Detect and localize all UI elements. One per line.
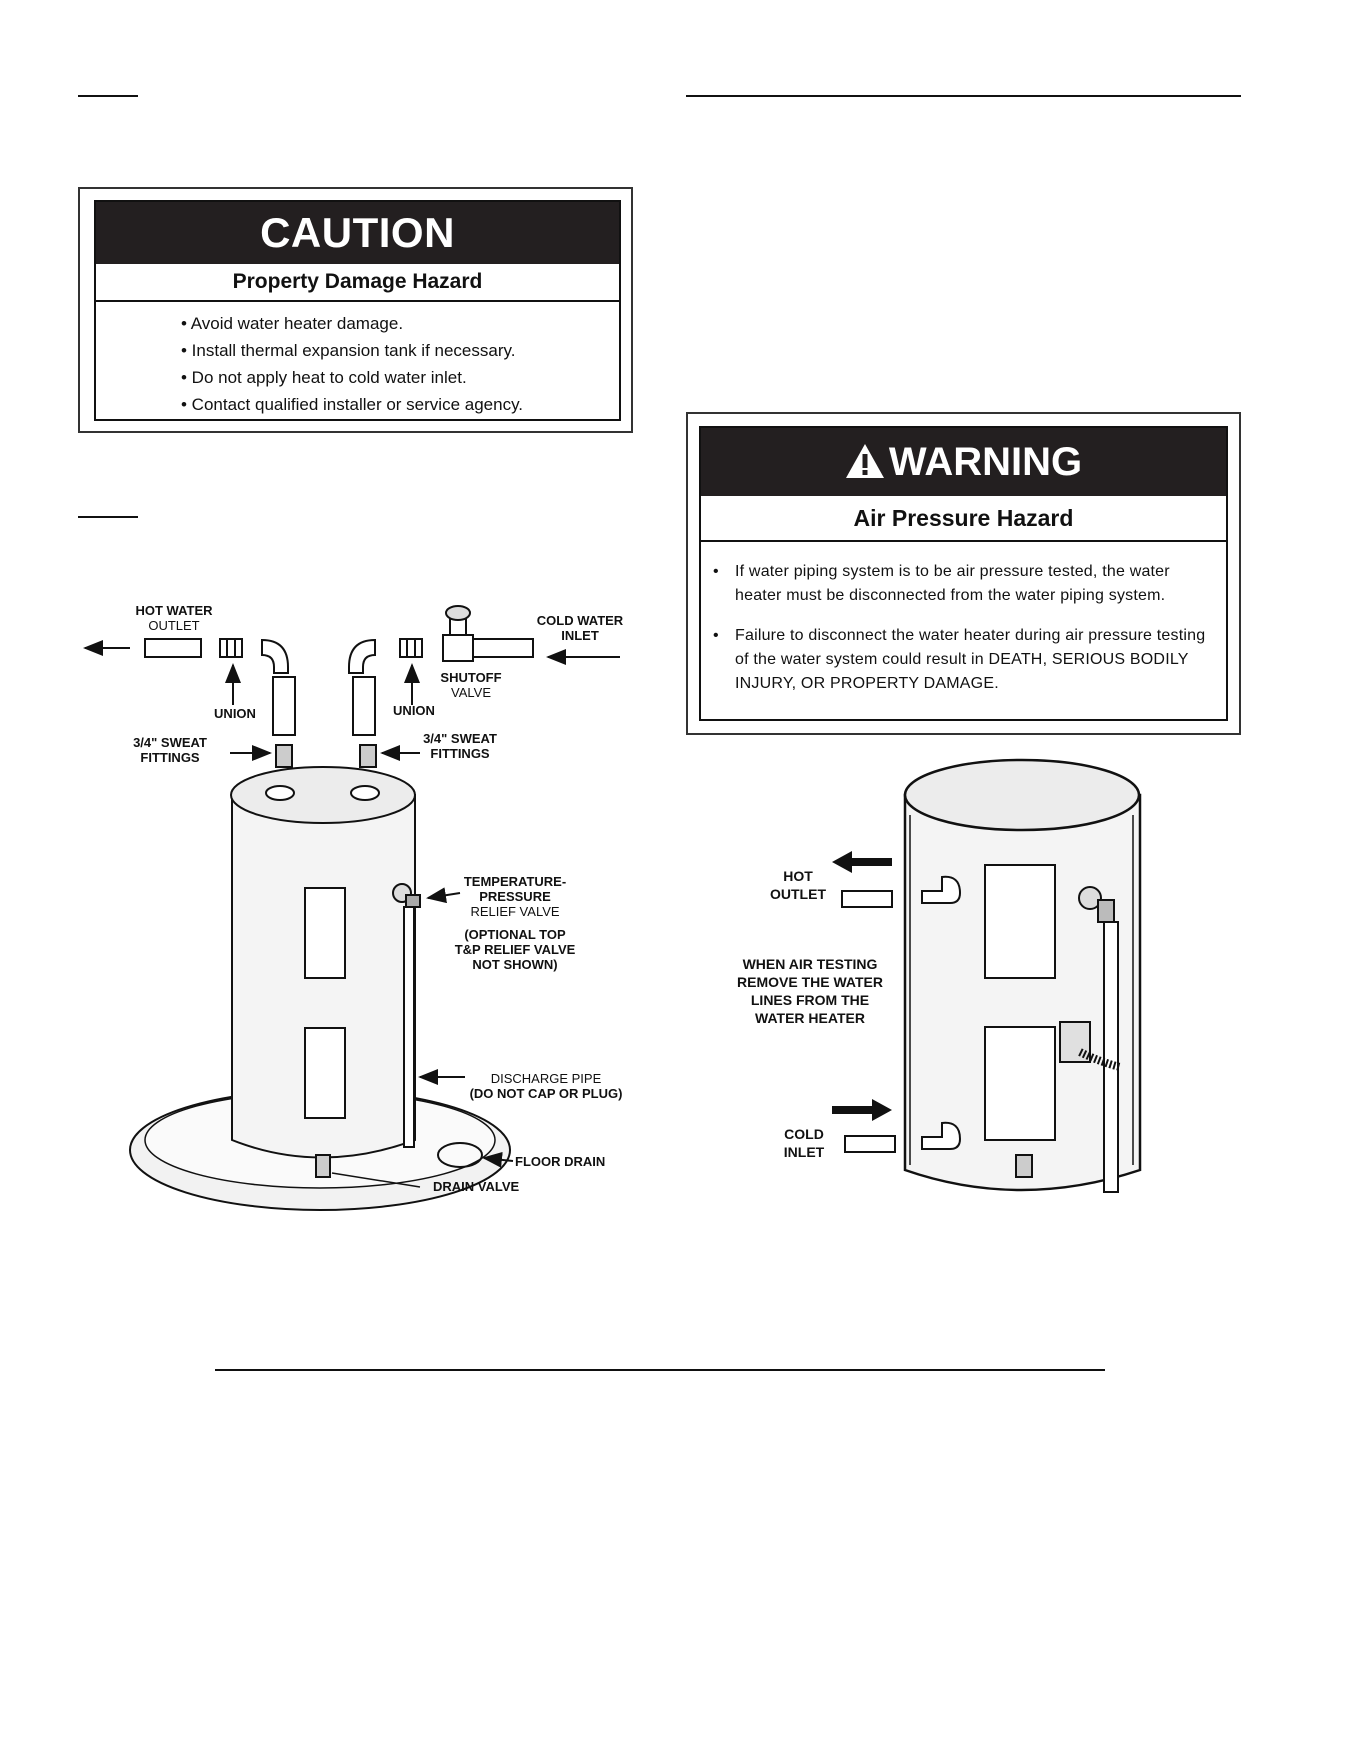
label-air-note-2: REMOVE THE WATER bbox=[737, 974, 883, 990]
sweat-fitting-left bbox=[276, 745, 292, 767]
label-air-note-1: WHEN AIR TESTING bbox=[742, 956, 878, 972]
caution-item: • Install thermal expansion tank if necessary. bbox=[181, 341, 516, 360]
warning-triangle-icon bbox=[845, 443, 885, 479]
caution-title: CAUTION bbox=[96, 202, 619, 264]
pipe-nipple-left bbox=[273, 677, 295, 735]
caution-item: • Contact qualified installer or service agency. bbox=[181, 395, 524, 414]
air-testing-diagram bbox=[720, 755, 1160, 1205]
air-test-drain-valve-icon bbox=[1016, 1155, 1032, 1177]
pipe-nipple-right bbox=[353, 677, 375, 735]
cold-inlet-arrow-icon bbox=[832, 1099, 892, 1121]
water-heater-tank bbox=[231, 767, 415, 1158]
junction-box bbox=[1060, 1022, 1090, 1062]
union-left-icon bbox=[220, 639, 242, 657]
label-union-left: UNION bbox=[214, 706, 256, 721]
label-discharge-pipe-1: DISCHARGE PIPE bbox=[490, 1071, 602, 1086]
label-cold-inlet-2: INLET bbox=[783, 1144, 825, 1160]
hot-outlet-arrow-icon bbox=[832, 851, 892, 873]
caution-subtitle: Property Damage Hazard bbox=[96, 264, 619, 302]
label-sweat-right-1: 3/4" SWEAT bbox=[423, 731, 497, 746]
cold-inlet-pipe-detached bbox=[845, 1136, 895, 1152]
sweat-fitting-right bbox=[360, 745, 376, 767]
caution-label-inner bbox=[94, 200, 621, 421]
label-hot-water-outlet-1: HOT WATER bbox=[135, 603, 213, 618]
label-cold-water-inlet-2: INLET bbox=[561, 628, 599, 643]
label-sweat-right-2: FITTINGS bbox=[430, 746, 490, 761]
label-air-note-4: WATER HEATER bbox=[755, 1010, 865, 1026]
label-cold-water-inlet-1: COLD WATER bbox=[536, 613, 624, 628]
section-rule-mid-left bbox=[78, 516, 138, 518]
label-shutoff-valve-1: SHUTOFF bbox=[440, 670, 502, 685]
section-rule-top-right bbox=[686, 95, 1241, 97]
discharge-pipe bbox=[404, 907, 414, 1147]
hot-outlet-pipe bbox=[145, 639, 201, 657]
label-shutoff-valve-2: VALVE bbox=[451, 685, 491, 700]
label-discharge-pipe-2: (DO NOT CAP OR PLUG) bbox=[469, 1086, 623, 1101]
caution-list bbox=[96, 302, 619, 418]
label-tp-valve-2: PRESSURE bbox=[479, 889, 551, 904]
label-union-right: UNION bbox=[393, 703, 435, 718]
bullet: • bbox=[713, 563, 719, 580]
label-tp-note-2: T&P RELIEF VALVE bbox=[454, 942, 576, 957]
label-tp-valve-3: RELIEF VALVE bbox=[470, 904, 560, 919]
drain-valve-icon bbox=[316, 1155, 330, 1177]
warning-title: WARNING bbox=[888, 440, 1083, 484]
label-tp-valve-1: TEMPERATURE- bbox=[463, 874, 567, 889]
warning-list bbox=[701, 542, 1226, 696]
bullet: • bbox=[713, 627, 719, 644]
hot-outlet-pipe-detached bbox=[842, 891, 892, 907]
section-rule-bottom bbox=[215, 1369, 1105, 1371]
section-rule-top-left bbox=[78, 95, 138, 97]
warning-label-inner bbox=[699, 426, 1228, 721]
tp-valve-arrow bbox=[428, 893, 460, 898]
warning-item-text: Failure to disconnect the water heater during air pressure testing of the water system could result in DEATH, SERIOUS BODILY INJURY, OR PROPERTY DAMAGE. bbox=[735, 627, 1206, 692]
installation-diagram bbox=[70, 595, 640, 1240]
label-tp-note-1: (OPTIONAL TOP bbox=[464, 927, 566, 942]
warning-subtitle: Air Pressure Hazard bbox=[701, 496, 1226, 542]
label-sweat-left-1: 3/4" SWEAT bbox=[133, 735, 207, 750]
elbow-left bbox=[262, 640, 288, 673]
label-air-note-3: LINES FROM THE bbox=[750, 992, 870, 1008]
caution-item: • Avoid water heater damage. bbox=[181, 314, 404, 333]
warning-item bbox=[713, 560, 1206, 608]
label-floor-drain: FLOOR DRAIN bbox=[515, 1154, 606, 1169]
label-tp-note-3: NOT SHOWN) bbox=[472, 957, 558, 972]
air-test-discharge-pipe bbox=[1104, 922, 1118, 1192]
label-drain-valve: DRAIN VALVE bbox=[433, 1179, 520, 1194]
warning-item bbox=[713, 624, 1206, 696]
warning-item-text: If water piping system is to be air pressure tested, the water heater must be disconnected from the water piping system. bbox=[735, 563, 1170, 604]
caution-item: • Do not apply heat to cold water inlet. bbox=[181, 368, 467, 387]
label-hot-outlet-2: OUTLET bbox=[770, 886, 826, 902]
label-hot-outlet-1: HOT bbox=[783, 868, 813, 884]
label-hot-water-outlet-2: OUTLET bbox=[148, 618, 200, 633]
label-cold-inlet-1: COLD bbox=[784, 1126, 824, 1142]
elbow-right bbox=[349, 640, 375, 673]
shutoff-valve-icon bbox=[443, 606, 533, 661]
warning-label bbox=[686, 412, 1241, 735]
label-sweat-left-2: FITTINGS bbox=[140, 750, 200, 765]
warning-header bbox=[701, 428, 1226, 496]
union-right-icon bbox=[400, 639, 422, 657]
caution-label bbox=[78, 187, 633, 433]
